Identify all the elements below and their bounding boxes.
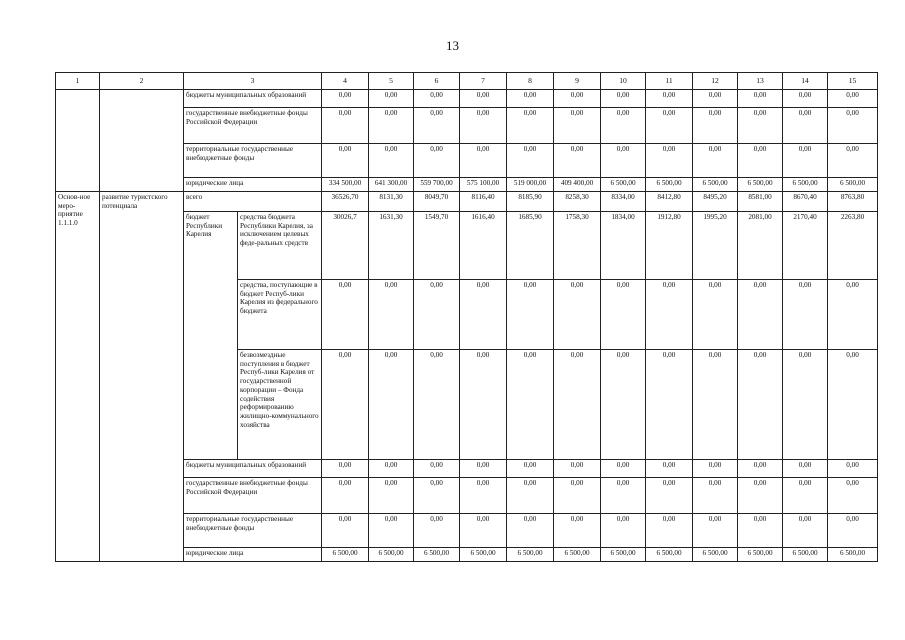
- value-cell: 6 500,00: [828, 548, 878, 562]
- value-cell: 0,00: [601, 478, 646, 514]
- value-cell: 0,00: [693, 478, 738, 514]
- value-cell: 0,00: [460, 144, 507, 178]
- value-cell: 0,00: [693, 144, 738, 178]
- value-cell: 0,00: [738, 514, 783, 548]
- value-cell: 0,00: [460, 460, 507, 478]
- value-cell: 0,00: [828, 514, 878, 548]
- value-cell: 0,00: [646, 108, 693, 144]
- value-cell: 1995,20: [693, 212, 738, 280]
- value-cell: 8131,30: [369, 192, 414, 212]
- value-cell: 8763,80: [828, 192, 878, 212]
- value-cell: 0,00: [507, 514, 554, 548]
- value-cell: 8412,80: [646, 192, 693, 212]
- header-cell: 15: [828, 73, 878, 90]
- value-cell: 0,00: [414, 350, 460, 460]
- value-cell: 0,00: [460, 350, 507, 460]
- value-cell: 0,00: [414, 144, 460, 178]
- value-cell: 2263,80: [828, 212, 878, 280]
- value-cell: 6 500,00: [460, 548, 507, 562]
- value-cell: 0,00: [414, 90, 460, 108]
- value-cell: 0,00: [414, 280, 460, 350]
- value-cell: 0,00: [783, 144, 828, 178]
- value-cell: 6 500,00: [738, 178, 783, 192]
- value-cell: 8258,30: [554, 192, 601, 212]
- value-cell: 0,00: [414, 514, 460, 548]
- header-cell: 14: [783, 73, 828, 90]
- value-cell: 0,00: [554, 108, 601, 144]
- value-cell: 0,00: [322, 90, 369, 108]
- value-cell: 0,00: [693, 514, 738, 548]
- header-cell: 11: [646, 73, 693, 90]
- row-sublabel: безвозмездные поступления в бюджет Респуб-лики Карелия от государственной корпорации – Фонда содействия реформированию жилищно-коммунального хозяйства: [238, 350, 322, 460]
- value-cell: 641 300,00: [369, 178, 414, 192]
- value-cell: 0,00: [507, 478, 554, 514]
- value-cell: 0,00: [554, 514, 601, 548]
- value-cell: 0,00: [601, 108, 646, 144]
- value-cell: 0,00: [369, 514, 414, 548]
- value-cell: 8185,90: [507, 192, 554, 212]
- value-cell: 519 000,00: [507, 178, 554, 192]
- value-cell: 0,00: [554, 478, 601, 514]
- value-cell: 30026,7: [322, 212, 369, 280]
- value-cell: 0,00: [322, 478, 369, 514]
- value-cell: 0,00: [693, 460, 738, 478]
- row-label: юридические лица: [184, 178, 322, 192]
- row-label: государственные внебюджетные фонды Российской Федерации: [184, 478, 322, 514]
- value-cell: 0,00: [828, 350, 878, 460]
- header-cell: 8: [507, 73, 554, 90]
- value-cell: 0,00: [322, 350, 369, 460]
- value-cell: 0,00: [554, 350, 601, 460]
- value-cell: 0,00: [369, 478, 414, 514]
- value-cell: 1616,40: [460, 212, 507, 280]
- value-cell: 0,00: [414, 460, 460, 478]
- value-cell: 8049,70: [414, 192, 460, 212]
- row-sublabel: средства, поступающие в бюджет Респуб-лики Карелия из федерального бюджета: [238, 280, 322, 350]
- value-cell: 0,00: [322, 108, 369, 144]
- value-cell: 0,00: [738, 460, 783, 478]
- row-label: юридические лица: [184, 548, 322, 562]
- value-cell: 0,00: [322, 280, 369, 350]
- value-cell: 1685,90: [507, 212, 554, 280]
- value-cell: 559 700,00: [414, 178, 460, 192]
- value-cell: 0,00: [601, 460, 646, 478]
- value-cell: 0,00: [738, 280, 783, 350]
- value-cell: 6 500,00: [693, 548, 738, 562]
- header-cell: 9: [554, 73, 601, 90]
- value-cell: 0,00: [507, 460, 554, 478]
- value-cell: 0,00: [369, 280, 414, 350]
- value-cell: 0,00: [554, 280, 601, 350]
- value-cell: 0,00: [646, 478, 693, 514]
- header-cell: 3: [184, 73, 322, 90]
- value-cell: 334 500,00: [322, 178, 369, 192]
- rk-budget-label: бюджет Республики Карелия: [184, 212, 238, 460]
- value-cell: 6 500,00: [783, 548, 828, 562]
- header-cell: 12: [693, 73, 738, 90]
- row-label: территориальные государственные внебюджетные фонды: [184, 144, 322, 178]
- value-cell: 6 500,00: [738, 548, 783, 562]
- value-cell: 0,00: [828, 90, 878, 108]
- value-cell: 0,00: [783, 350, 828, 460]
- value-cell: 0,00: [783, 514, 828, 548]
- value-cell: 6 500,00: [693, 178, 738, 192]
- value-cell: 0,00: [828, 280, 878, 350]
- value-cell: 0,00: [828, 144, 878, 178]
- value-cell: 0,00: [554, 460, 601, 478]
- value-cell: 0,00: [738, 144, 783, 178]
- value-cell: 8495,20: [693, 192, 738, 212]
- value-cell: 0,00: [738, 108, 783, 144]
- value-cell: 0,00: [322, 460, 369, 478]
- table-row: [56, 192, 878, 212]
- value-cell: 0,00: [601, 350, 646, 460]
- row-label: бюджеты муниципальных образований: [184, 460, 322, 478]
- value-cell: 0,00: [783, 108, 828, 144]
- value-cell: 0,00: [554, 90, 601, 108]
- header-cell: 1: [56, 73, 100, 90]
- value-cell: 0,00: [601, 90, 646, 108]
- value-cell: 6 500,00: [783, 178, 828, 192]
- value-cell: 0,00: [738, 478, 783, 514]
- value-cell: 1549,70: [414, 212, 460, 280]
- value-cell: 6 500,00: [369, 548, 414, 562]
- value-cell: 0,00: [646, 144, 693, 178]
- value-cell: 0,00: [646, 460, 693, 478]
- header-row: [56, 73, 878, 90]
- value-cell: 0,00: [646, 90, 693, 108]
- value-cell: 36526,70: [322, 192, 369, 212]
- value-cell: 0,00: [646, 514, 693, 548]
- header-cell: 13: [738, 73, 783, 90]
- value-cell: 0,00: [322, 514, 369, 548]
- value-cell: 0,00: [507, 90, 554, 108]
- row-label: территориальные государственные внебюджетные фонды: [184, 514, 322, 548]
- value-cell: 0,00: [646, 350, 693, 460]
- value-cell: 6 500,00: [507, 548, 554, 562]
- value-cell: 6 500,00: [601, 178, 646, 192]
- value-cell: 0,00: [601, 280, 646, 350]
- value-cell: 8334,00: [601, 192, 646, 212]
- value-cell: 0,00: [554, 144, 601, 178]
- value-cell: 0,00: [369, 90, 414, 108]
- value-cell: 0,00: [507, 280, 554, 350]
- value-cell: 0,00: [414, 478, 460, 514]
- value-cell: 0,00: [783, 280, 828, 350]
- value-cell: 0,00: [460, 514, 507, 548]
- value-cell: 6 500,00: [646, 178, 693, 192]
- value-cell: 6 500,00: [554, 548, 601, 562]
- value-cell: 0,00: [369, 350, 414, 460]
- value-cell: 0,00: [414, 108, 460, 144]
- value-cell: 0,00: [460, 90, 507, 108]
- value-cell: 8581,00: [738, 192, 783, 212]
- value-cell: 0,00: [460, 280, 507, 350]
- value-cell: 0,00: [460, 108, 507, 144]
- value-cell: 409 400,00: [554, 178, 601, 192]
- value-cell: 2081,00: [738, 212, 783, 280]
- header-cell: 6: [414, 73, 460, 90]
- budget-table: [55, 72, 878, 562]
- value-cell: 0,00: [738, 90, 783, 108]
- value-cell: 0,00: [828, 460, 878, 478]
- value-cell: 0,00: [783, 460, 828, 478]
- page-number: 13: [446, 38, 459, 53]
- activity-name: развитие туристского потенциала: [100, 192, 184, 562]
- value-cell: 0,00: [322, 144, 369, 178]
- value-cell: 0,00: [369, 144, 414, 178]
- value-cell: 8670,40: [783, 192, 828, 212]
- row-label: бюджеты муниципальных образований: [184, 90, 322, 108]
- value-cell: 0,00: [369, 108, 414, 144]
- value-cell: 1758,30: [554, 212, 601, 280]
- value-cell: 0,00: [507, 144, 554, 178]
- header-cell: 5: [369, 73, 414, 90]
- value-cell: 575 100,00: [460, 178, 507, 192]
- header-cell: 2: [100, 73, 184, 90]
- value-cell: 0,00: [369, 460, 414, 478]
- value-cell: 0,00: [783, 90, 828, 108]
- value-cell: 6 500,00: [828, 178, 878, 192]
- value-cell: 0,00: [828, 108, 878, 144]
- value-cell: 0,00: [738, 350, 783, 460]
- value-cell: 0,00: [828, 478, 878, 514]
- value-cell: 0,00: [693, 350, 738, 460]
- table-row: [56, 90, 878, 108]
- value-cell: 6 500,00: [601, 548, 646, 562]
- value-cell: 0,00: [601, 514, 646, 548]
- value-cell: 6 500,00: [322, 548, 369, 562]
- header-cell: 4: [322, 73, 369, 90]
- value-cell: 2170,40: [783, 212, 828, 280]
- value-cell: 0,00: [693, 280, 738, 350]
- empty-col2-cell: [100, 90, 184, 192]
- value-cell: 0,00: [693, 90, 738, 108]
- value-cell: 1834,00: [601, 212, 646, 280]
- value-cell: 1912,80: [646, 212, 693, 280]
- row-label: государственные внебюджетные фонды Российской Федерации: [184, 108, 322, 144]
- value-cell: 6 500,00: [414, 548, 460, 562]
- value-cell: 0,00: [507, 350, 554, 460]
- header-cell: 7: [460, 73, 507, 90]
- value-cell: 8116,40: [460, 192, 507, 212]
- activity-number: Основ-ное меро-приятие 1.1.1.0: [56, 192, 100, 562]
- value-cell: 0,00: [601, 144, 646, 178]
- value-cell: 1631,30: [369, 212, 414, 280]
- row-sublabel: средства бюджета Республики Карелия, за исключением целевых феде-ральных средств: [238, 212, 322, 280]
- value-cell: 0,00: [460, 478, 507, 514]
- header-cell: 10: [601, 73, 646, 90]
- row-label: всего: [184, 192, 322, 212]
- value-cell: 0,00: [646, 280, 693, 350]
- value-cell: 0,00: [693, 108, 738, 144]
- empty-col1-cell: [56, 90, 100, 192]
- value-cell: 0,00: [507, 108, 554, 144]
- value-cell: 6 500,00: [646, 548, 693, 562]
- value-cell: 0,00: [783, 478, 828, 514]
